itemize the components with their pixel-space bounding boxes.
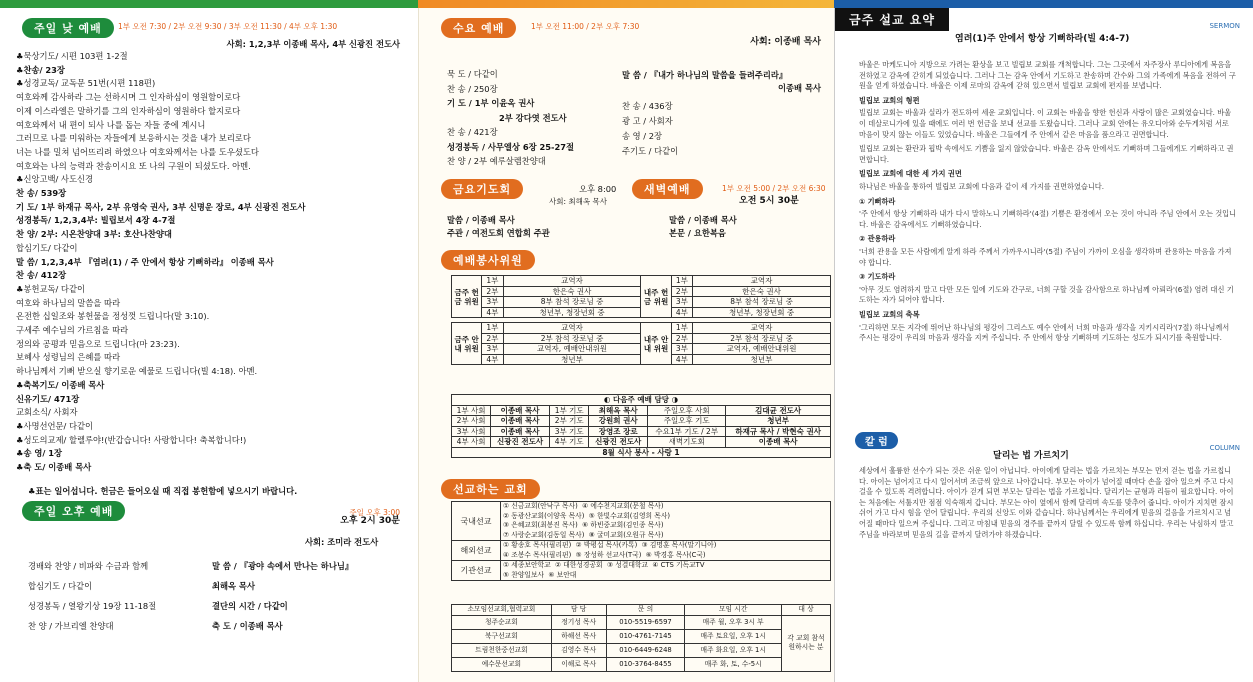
table-cell: 2부 참석 장로님 중: [693, 333, 831, 344]
table-cell: 3부: [671, 297, 692, 308]
serve-table: [451, 275, 831, 365]
wed-right-line: 찬 송 / 436장: [622, 101, 673, 111]
table-cell: 강원희 권사: [589, 416, 648, 427]
sunday-line: ♣성도의교제/ 할렐루야!(반갑습니다! 사랑합니다! 축복합니다!): [16, 434, 247, 445]
wed-right-line: 이종배 목사: [778, 83, 821, 93]
sunday-line: ♣찬송/ 23장: [16, 64, 65, 75]
sermon-paragraph: '너희 관용을 모든 사람에게 알게 하라 주께서 가까우시니라'(5절) 주님이 가까이 오심을 생각하며 관용하는 마음을 가져야 합니다.: [859, 247, 1232, 267]
sunday-line: 보혜사 성령님의 은혜를 따라: [16, 352, 121, 363]
dawn-line-2: 본문 / 요한복음: [669, 228, 726, 238]
table-cell: 2부 참석 장로님 중: [503, 333, 641, 344]
table-cell: 3부: [482, 297, 503, 308]
wed-time: 1부 오전 11:00 / 2부 오후 7:30: [531, 22, 640, 31]
table-cell: 매주 화, 토, 수-5시: [685, 657, 782, 671]
sunday-notice: ♣표는 일어섭니다. 헌금은 들어오실 때 직접 봉헌함에 넣으시기 바랍니다.: [28, 486, 298, 496]
table-cell: 교역자: [693, 323, 831, 334]
sunday-line: 그러므로 나를 미워하는 자들에게 보응하시는 것을 내가 보리로다: [16, 133, 251, 144]
table-cell: 신광진 전도사: [589, 437, 648, 448]
table-cell: 4부 기도: [550, 437, 589, 448]
table-row: [452, 437, 831, 448]
table-cell: 매주 월, 오후 3시 부: [685, 615, 782, 629]
table-cell: 장영조 장로: [589, 426, 648, 437]
wed-right-line: 송 영 / 2장: [622, 131, 663, 141]
table-cell: 1부: [482, 323, 503, 334]
table-cell: 청년부, 청장년회 중: [693, 307, 831, 318]
sunday-line: 정의와 공평과 믿음으로 드립니다(마 23:23).: [16, 338, 180, 349]
table-cell: 매주 토요일, 오후 1시: [685, 629, 782, 643]
table-row: [452, 323, 831, 334]
mission-table: [451, 501, 831, 581]
table-cell: 1부: [671, 276, 692, 287]
table-cell: 2부 사회: [452, 416, 491, 427]
table-cell: 3부 사회: [452, 426, 491, 437]
table-row: [452, 561, 831, 581]
sunday-line: 너는 나를 밀쳐 넘어뜨리려 하였으나 여호와께서는 나를 도우셨도다: [16, 146, 259, 157]
table-cell: 4부: [671, 354, 692, 365]
table-cell: 2부: [671, 333, 692, 344]
table-cell: ◐ 다음주 예배 담당 ◑: [452, 395, 831, 406]
sunday-officiant: 사회: 1,2,3부 이종배 목사, 4부 신광진 전도사: [226, 39, 400, 49]
table-cell: 한은숙 권사: [503, 286, 641, 297]
top-bar-blue: [834, 0, 1253, 8]
wed-left-line: 묵 도 / 다같이: [447, 69, 498, 79]
table-cell: 각 교회 참석 원하시는 분: [782, 615, 831, 671]
table-cell: 010-4761-7145: [606, 629, 685, 643]
table-cell: 교역자, 예배안내위원: [503, 344, 641, 355]
dawn-line-1: 말씀 / 이종배 목사: [669, 215, 737, 225]
dawn-time: 1부 오전 5:00 / 2부 오전 6:30: [722, 184, 826, 193]
sermon-paragraph: '아무 것도 염려하지 말고 다만 모든 일에 기도와 간구로, 너희 구할 것을 감사함으로 하나님께 아뢰라'(6절) 염려 대신 기도하는 자가 되어야 합니다.: [859, 284, 1234, 305]
sermon-paragraph: ① 기뻐하라: [859, 196, 896, 206]
table-cell: 1부 사회: [452, 405, 491, 416]
sunday-column: [0, 8, 418, 682]
table-cell: 2부: [671, 286, 692, 297]
table-cell: 청년부: [693, 354, 831, 365]
table-row: [452, 615, 831, 629]
table-cell: 교역자: [503, 323, 641, 334]
table-cell: 내주 안내 위원: [641, 323, 671, 365]
sunday-line: 신유기도/ 471장: [16, 393, 80, 404]
fri-officiant: 사회: 최해옥 목사: [549, 197, 608, 206]
table-cell: 3부: [671, 344, 692, 355]
table-cell: 010-6449-6248: [606, 643, 685, 657]
wed-left-line: 찬 송 / 421장: [447, 127, 498, 137]
table-cell: 소모임선교회,협력교회: [452, 605, 552, 616]
table-cell: 내주 헌금 위원: [641, 276, 671, 318]
wed-right-line: 광 고 / 사회자: [622, 116, 673, 126]
fri-time: 오후 8:00: [579, 184, 617, 194]
table-cell: 이종배 목사: [726, 437, 831, 448]
sermon-paragraph: 바울은 마케도니아 지방으로 가려는 환상을 보고 빌립보 교회를 개척합니다. 그는 그곳에서 자주장사 루디아에게 복음을 전하였고 감옥에 갇히게 되었습니다. 그러나 그는 감옥 안에서 기도하고 찬송하며 간수와 그의 가족에게 복음을 전하여 구원을 얻게 하였습니다. 바울은 이제 로마의 감옥에 갇혀 있으면서 빌립보 교회에 편지를 보냅니다.: [859, 60, 1236, 91]
sunday-line: 여호와께 감사하라 그는 선하시며 그 인자하심이 영원함이로다: [16, 92, 241, 103]
table-row: [452, 629, 831, 643]
table-cell: 문 의: [606, 605, 685, 616]
sermon-paragraph: 빌립보 교회의 형편: [859, 95, 920, 105]
table-row: [452, 657, 831, 671]
table-cell: 3부: [482, 344, 503, 355]
sermon-paragraph: ② 관용하라: [859, 234, 896, 244]
sunday-line: 찬 송/ 412장: [16, 270, 67, 281]
table-cell: 정기성 목사: [551, 615, 606, 629]
sunday-line: 이제 이스라엘은 말하기를 그의 인자하심이 영원하다 할지로다: [16, 105, 241, 116]
table-cell: 금주 헌금 위원: [452, 276, 482, 318]
sermon-paragraph: 빌립보 교회는 바울과 실라가 전도하여 세운 교회입니다. 이 교회는 바울을 향한 헌신과 사랑이 많은 교회였습니다. 바울이 데살로니가에 있을 때에도 여러 번 헌금을 보내 선교를 도왔습니다. 그러나 교회 안에는 유오디아와 순두게처럼 서로 마음이 맞지 않는 이들도 있었습니다. 바울은 그들에게 주 안에서 같은 마음을 품으라고 권면합니다.: [859, 108, 1232, 139]
sermon-column: [834, 8, 1253, 682]
table-cell: ① 황송호 목사(필리핀) ② 박평섭 목사(카톡) ③ 김명훈 목사(말기니아) ④ 조봉수 목사(필리핀) ⑤ 장성하 선교사(T국) ⑥ 박경홍 목사(C국): [501, 541, 831, 561]
table-row: [452, 541, 831, 561]
fri-line-1: 말씀 / 이종배 목사: [447, 215, 515, 225]
table-cell: 이종배 목사: [491, 416, 550, 427]
table-cell: 1부 기도: [550, 405, 589, 416]
table-cell: 이종배 목사: [491, 426, 550, 437]
table-row: [452, 447, 831, 458]
wed-officiant: 사회: 이종배 목사: [750, 37, 821, 47]
wed-right-line: 주기도 / 다같이: [622, 146, 679, 156]
sermon-paragraph: 빌립보 교회는 환란과 핍박 속에서도 기쁨을 잃지 않았습니다. 바울은 감옥 안에서도 기뻐하며 그들에게도 기뻐하라고 권면합니다.: [859, 144, 1234, 164]
table-cell: 1부: [671, 323, 692, 334]
table-cell: 수요1부 기도 / 2부: [648, 426, 726, 437]
table-row: [452, 276, 831, 287]
sunday-pm-officiant: 사회: 조미라 전도사: [305, 537, 379, 547]
wed-right-line: 말 씀 / 『내가 하나님의 말씀을 들려주리라』: [622, 70, 788, 80]
sunday-line: ♣축 도/ 이종배 목사: [16, 462, 92, 472]
sunday-line: 찬 송/ 539장: [16, 188, 67, 198]
sermon-tag: SERMON: [1209, 22, 1240, 30]
wed-left-line: 2부 강다엿 전도사: [499, 112, 567, 123]
sunday-pm-time: 주일 오후 3:00: [349, 508, 400, 517]
wed-left-line: 찬 송 / 250장: [447, 83, 498, 94]
table-cell: 이해로 목사: [551, 657, 606, 671]
sunday-line: ♣봉헌교독/ 다같이: [16, 283, 85, 294]
table-cell: 교역자, 예배안내위원: [693, 344, 831, 355]
table-cell: 해외선교: [452, 541, 501, 561]
mission-title: 선교하는 교회: [441, 479, 540, 499]
fri-line-2: 주관 / 여전도회 연합회 주관: [447, 228, 550, 238]
sunday-pm-line-left: 합심기도 / 다같이: [28, 581, 93, 591]
sermon-paragraph: 빌립보 교회에 대한 세 가지 권면: [859, 169, 962, 179]
column-subtitle: 달리는 법 가르치기: [993, 451, 1069, 461]
table-cell: 담 당: [551, 605, 606, 616]
top-bar-orange: [418, 0, 834, 8]
table-cell: 8월 식사 봉사 - 사랑 1: [452, 447, 831, 458]
table-cell: 하해선 목사: [551, 629, 606, 643]
sunday-line: 성경봉독/ 1,2,3,4부: 빌립보서 4장 4-7절: [16, 215, 176, 226]
sermon-paragraph: ③ 기도하라: [859, 272, 896, 282]
sunday-line: 여호와께서 내 편이 되사 나를 돕는 자들 중에 계시니: [16, 119, 206, 130]
sermon-paragraph: 빌립보 교회의 축복: [859, 310, 920, 319]
table-cell: 매주 화요일, 오후 1시: [685, 643, 782, 657]
sunday-line: 찬 양/ 2부: 시온찬양대 3부: 호산나찬양대: [16, 229, 172, 240]
table-cell: 교역자: [693, 276, 831, 287]
table-cell: 한은숙 권사: [693, 286, 831, 297]
sunday-title: 주일 낮 예배: [22, 18, 114, 38]
sermon-title: 금주 설교 요약: [835, 8, 949, 31]
table-cell: 4부: [671, 307, 692, 318]
sunday-line: ♣성경교독/ 교독문 51번(시편 118편): [16, 78, 156, 89]
table-cell: 4부 사회: [452, 437, 491, 448]
sunday-line: 기 도/ 1부 하재규 목사, 2부 유영숙 권사, 3부 신명운 장로, 4부 신광진 전도사: [16, 201, 306, 212]
wed-left-line: 기 도 / 1부 이윤옥 권사: [447, 98, 535, 108]
sermon-paragraph: 하나님은 바울을 통하여 빌립보 교회에 다음과 같이 세 가지를 권면하였습니다.: [859, 182, 1105, 191]
sermon-paragraph: '주 안에서 항상 기뻐하라 내가 다시 말하노니 기뻐하라'(4절) 기쁨은 환경에서 오는 것이 아니라 주님 안에서 오는 것입니다. 바울은 감옥에서도 기뻐하였습니다.: [859, 209, 1237, 229]
table-cell: 주일오후 사회: [648, 405, 726, 416]
next-week-table: [451, 394, 831, 458]
sunday-pm-time2: 오후 2시 30분: [340, 516, 400, 526]
table-cell: 대 상: [782, 605, 831, 616]
table-cell: 청년부: [503, 354, 641, 365]
table-cell: 김대균 전도사: [726, 405, 831, 416]
table-cell: 트림천한중선교회: [452, 643, 552, 657]
sunday-pm-title: 주일 오후 예배: [22, 501, 125, 521]
dawn-title: 새벽예배: [632, 179, 703, 199]
table-cell: 2부: [482, 286, 503, 297]
table-cell: 010-5519-6597: [606, 615, 685, 629]
table-cell: 010-3764-8455: [606, 657, 685, 671]
sunday-pm-line-right: 결단의 시간 / 다같이: [212, 601, 288, 611]
sunday-line: ♣묵상기도/ 시편 103편 1-2절: [16, 51, 128, 61]
sunday-line: 온전한 십일조와 봉헌물을 정성껏 드립니다(말 3:10).: [16, 311, 210, 322]
contact-table: [451, 604, 831, 672]
table-row: [452, 416, 831, 427]
sunday-line: 하나님께서 기뻐 받으실 향기로운 예물로 드립니다(빌 4:18). 아멘.: [16, 366, 258, 377]
top-bar-green: [0, 0, 418, 8]
dawn-time2: 오전 5시 30분: [739, 196, 799, 206]
table-row: [452, 426, 831, 437]
sunday-line: 구세주 예수님의 가르침을 따라: [16, 325, 129, 335]
table-cell: 북구선교회: [452, 629, 552, 643]
sunday-line: 여호와는 나의 능력과 찬송이시요 또 나의 구원이 되셨도다. 아멘.: [16, 160, 251, 171]
table-cell: ① 세종보안학교 ② 대한성경공회 ③ 성결대학교 ④ CTS 기독교TV ⑤ 찬양일보사 ⑥ 보안대: [501, 561, 831, 581]
table-cell: 8부 참석 장로님 중: [693, 297, 831, 308]
table-cell: 모임 시간: [685, 605, 782, 616]
sunday-pm-line-right: 축 도 / 이종배 목사: [212, 621, 283, 631]
sunday-line: 말 씀/ 1,2,3,4부 『염려(1) / 주 안에서 항상 기뻐하라』 이종배 목사: [16, 256, 274, 267]
sunday-line: 합심기도/ 다같이: [16, 242, 78, 253]
table-cell: 청주순교회: [452, 615, 552, 629]
sunday-line: ♣축복기도/ 이종배 목사: [16, 379, 105, 390]
table-cell: 기관선교: [452, 561, 501, 581]
table-cell: 4부: [482, 307, 503, 318]
sunday-line: ♣사명선언문/ 다같이: [16, 420, 93, 431]
table-cell: 하재규 목사 / 박현숙 권사: [726, 426, 831, 437]
wed-left-line: 성경봉독 / 사무엘상 6장 25-27절: [447, 141, 575, 152]
sunday-line: ♣송 영/ 1장: [16, 448, 63, 459]
table-cell: 신광진 전도사: [491, 437, 550, 448]
sunday-pm-line-right: 최해옥 목사: [212, 581, 255, 591]
sunday-line: ♣신앙고백/ 사도신경: [16, 174, 93, 185]
table-cell: 최해옥 목사: [589, 405, 648, 416]
sunday-times: 1부 오전 7:30 / 2부 오전 9:30 / 3부 오전 11:30 / 4부 오후 1:30: [118, 22, 338, 31]
table-row: [452, 502, 831, 541]
serve-title: 예배봉사위원: [441, 250, 535, 270]
sunday-pm-line-left: 성경봉독 / 열왕기상 19장 11-18절: [28, 601, 157, 611]
fri-title: 금요기도회: [441, 179, 523, 199]
table-cell: ① 신금교회(안낙구 목사) ④ 에수천지교회(문철 목사) ② 동광산교회(이양욱 목사) ⑤ 한빛수교회(김영희 목사) ③ 은혜교회(최봉진 목사) ⑥ 하빈중교회(김인종 목사) ⑦ 사랑순교회(김동일 목사) ⑧ 굴미교회(오원규 목사): [501, 502, 831, 541]
table-cell: 국내선교: [452, 502, 501, 541]
wed-left-line: 찬 양 / 2부 예루살렘찬양대: [447, 156, 546, 166]
table-cell: 새벽기도회: [648, 437, 726, 448]
table-row: [452, 405, 831, 416]
table-cell: 금주 안내 위원: [452, 323, 482, 365]
table-cell: 예수문선교회: [452, 657, 552, 671]
table-cell: 1부: [482, 276, 503, 287]
sunday-pm-line-right: 말 씀 / 『광야 속에서 만나는 하나님』: [212, 561, 354, 571]
table-cell: 주일오후 기도: [648, 416, 726, 427]
table-cell: 교역자: [503, 276, 641, 287]
column-tag: COLUMN: [1209, 444, 1240, 452]
sunday-line: 여호와 하나님의 말씀을 따라: [16, 297, 121, 308]
column-title: 칼 럼: [855, 432, 898, 449]
table-cell: 3부 기도: [550, 426, 589, 437]
table-cell: 2부: [482, 333, 503, 344]
table-cell: 청년부: [726, 416, 831, 427]
table-cell: 2부 기도: [550, 416, 589, 427]
column-body: 세상에서 훌륭한 선수가 되는 것은 쉬운 일이 아닙니다. 아이에게 달리는 법을 가르치는 부모는 먼저 걷는 법을 가르칩니다. 아이는 넘어지고 다시 일어서며 조금씩 앞으로 나아갑니다. 부모는 아이가 넘어질 때마다 손을 잡아 일으켜 주고 다시 걸을 수 있도록 격려합니다. 아이가 걷게 되면 부모는 달리는 법을 가르칩니다. 달리기는 균형과 리듬이 필요합니다. 아이는 처음에는 서툴지만 점점 익숙해져 갑니다. 부모는 아이 옆에서 함께 달리며 속도를 맞추어 줍니다. 아이가 지치면 잠시 쉬어 가고 다시 힘을 얻어 달립니다. 우리의 신앙도 이와 같습니다. 하나님께서는 우리에게 믿음의 걸음을 가르치시고 넘어질 때마다 일으켜 주십니다. 그리고 마침내 믿음의 경주를 끝까지 달릴 수 있도록 함께 하십니다. 우리는 낙심하지 말고 주님을 바라보며 믿음의 길을 끝까지 달려가야 하겠습니다.: [859, 466, 1234, 539]
table-cell: 이종배 목사: [491, 405, 550, 416]
table-cell: 8부 참석 장로님 중: [503, 297, 641, 308]
table-row: [452, 605, 831, 616]
table-row: [452, 395, 831, 406]
table-row: [452, 643, 831, 657]
sunday-pm-line-left: 찬 양 / 가브리엘 찬양대: [28, 621, 114, 631]
table-cell: 김영수 목사: [551, 643, 606, 657]
wed-title: 수요 예배: [441, 18, 516, 38]
weekday-column: [418, 8, 835, 682]
sunday-line: 교회소식/ 사회자: [16, 407, 78, 418]
sermon-subtitle: 염려(1)주 안에서 항상 기뻐하라(빌 4:4-7): [955, 34, 1130, 44]
table-cell: 청년부, 청장년회 중: [503, 307, 641, 318]
table-cell: 4부: [482, 354, 503, 365]
sunday-pm-line-left: 경배와 찬양 / 비파와 수금과 함께: [28, 561, 149, 571]
sermon-paragraph: '그리하면 모든 지각에 뛰어난 하나님의 평강이 그리스도 예수 안에서 너희 마음과 생각을 지키시리라'(7절) 하나님께서 주시는 평강이 우리의 마음과 생각을 지켜 주십니다. 주 안에서 항상 기뻐하며 기도하는 성도가 되시기를 축원합니다.: [859, 322, 1230, 343]
